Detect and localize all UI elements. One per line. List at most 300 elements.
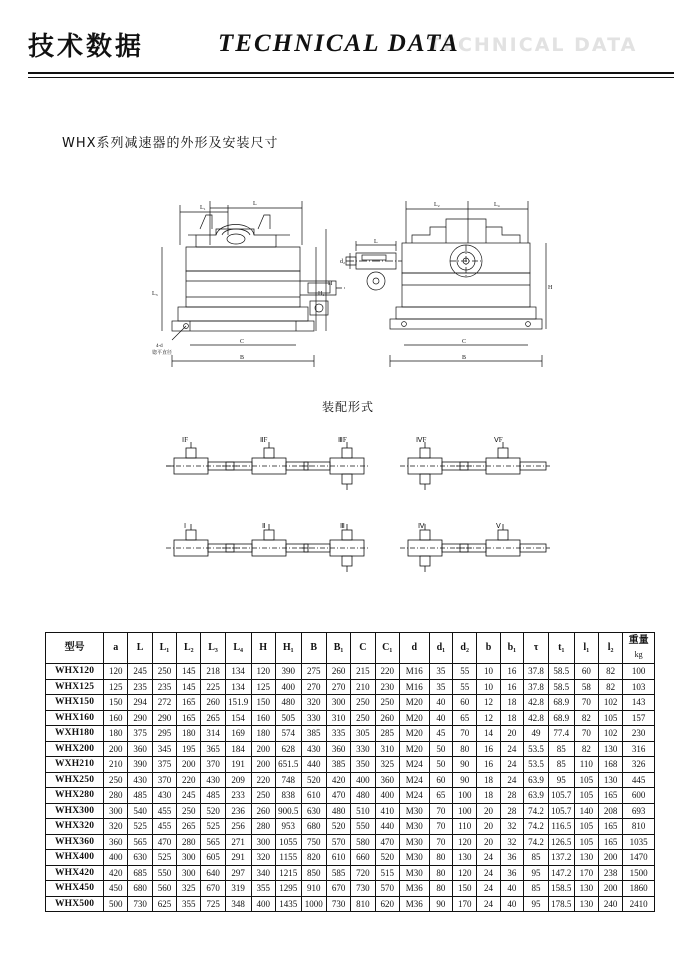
- table-cell: 220: [251, 772, 275, 788]
- table-cell: 430: [301, 741, 326, 757]
- table-cell: 16: [500, 664, 523, 680]
- table-cell: 70: [453, 726, 477, 742]
- table-cell: 200: [598, 881, 622, 897]
- table-cell: M30: [399, 803, 429, 819]
- table-cell: 355: [251, 881, 275, 897]
- table-cell: 90: [453, 757, 477, 773]
- table-cell: 105.7: [548, 788, 574, 804]
- table-cell: 375: [128, 726, 152, 742]
- table-cell: 1470: [623, 850, 655, 866]
- table-cell: 510: [351, 803, 375, 819]
- table-cell: 297: [225, 865, 251, 881]
- table-cell: 42.8: [524, 695, 549, 711]
- table-cell: 953: [275, 819, 301, 835]
- table-cell: 55: [453, 664, 477, 680]
- table-cell: 10: [477, 664, 500, 680]
- table-cell: 605: [201, 850, 225, 866]
- table-cell: 100: [453, 788, 477, 804]
- table-cell: M30: [399, 850, 429, 866]
- table-cell: 320: [251, 850, 275, 866]
- table-cell: M16: [399, 679, 429, 695]
- table-cell: 70: [429, 834, 452, 850]
- col-header-d2: d₂: [453, 633, 477, 664]
- table-cell: 250: [251, 788, 275, 804]
- table-cell: 455: [152, 803, 176, 819]
- table-cell: 20: [477, 803, 500, 819]
- table-cell: 24: [500, 757, 523, 773]
- table-cell: 670: [326, 881, 350, 897]
- svg-text:d₂: d₂: [340, 259, 346, 265]
- header-rule-thin: [28, 77, 674, 78]
- table-cell: 365: [201, 741, 225, 757]
- table-cell: 440: [375, 819, 399, 835]
- table-cell: 250: [177, 803, 201, 819]
- table-cell: 168: [598, 757, 622, 773]
- table-cell: 105: [598, 710, 622, 726]
- table-cell: 170: [453, 896, 477, 912]
- table-cell: 210: [351, 679, 375, 695]
- table-cell: 1860: [623, 881, 655, 897]
- col-header-bb: b: [477, 633, 500, 664]
- svg-text:L₁: L₁: [200, 205, 206, 211]
- table-cell: 200: [104, 741, 128, 757]
- cell-model: WXH210: [46, 757, 104, 773]
- table-cell: 18: [500, 710, 523, 726]
- table-cell: 110: [453, 819, 477, 835]
- table-cell: 82: [598, 679, 622, 695]
- table-cell: 1155: [275, 850, 301, 866]
- table-cell: 430: [128, 772, 152, 788]
- table-cell: 319: [225, 881, 251, 897]
- table-cell: 82: [598, 664, 622, 680]
- header-title-cn: 技术数据: [28, 32, 145, 62]
- table-cell: M30: [399, 819, 429, 835]
- table-cell: 50: [429, 741, 452, 757]
- table-cell: 130: [598, 772, 622, 788]
- table-cell: 295: [152, 726, 176, 742]
- table-row: [46, 803, 655, 819]
- svg-text:ⅠF: ⅠF: [182, 436, 188, 444]
- table-cell: 660: [351, 850, 375, 866]
- table-cell: 24: [477, 896, 500, 912]
- table-cell: 230: [623, 726, 655, 742]
- svg-text:Ⅰ: Ⅰ: [184, 522, 187, 530]
- svg-text:L₂: L₂: [434, 202, 440, 208]
- specification-table-wrapper: [45, 632, 655, 912]
- table-cell: 610: [301, 788, 326, 804]
- table-cell: 300: [177, 850, 201, 866]
- table-cell: 900.5: [275, 803, 301, 819]
- table-cell: 330: [351, 741, 375, 757]
- table-cell: 28: [500, 803, 523, 819]
- table-row: [46, 726, 655, 742]
- table-cell: 838: [275, 788, 301, 804]
- table-row: [46, 896, 655, 912]
- table-cell: 160: [104, 710, 128, 726]
- table-cell: 70: [574, 695, 598, 711]
- table-cell: 385: [326, 757, 350, 773]
- table-cell: 80: [429, 850, 452, 866]
- table-cell: 355: [177, 896, 201, 912]
- table-cell: 145: [177, 679, 201, 695]
- svg-text:Ⅲ: Ⅲ: [340, 522, 345, 530]
- table-cell: 630: [128, 850, 152, 866]
- table-cell: 345: [152, 741, 176, 757]
- table-cell: 360: [128, 741, 152, 757]
- cell-model: WHX300: [46, 803, 104, 819]
- col-header-bb1: b₁: [500, 633, 523, 664]
- table-cell: 2410: [623, 896, 655, 912]
- table-cell: 100: [623, 664, 655, 680]
- col-header-tau: τ: [524, 633, 549, 664]
- table-cell: 260: [251, 803, 275, 819]
- table-cell: 430: [152, 788, 176, 804]
- table-cell: 810: [351, 896, 375, 912]
- table-cell: 235: [128, 679, 152, 695]
- table-cell: 80: [429, 865, 452, 881]
- table-cell: 265: [177, 819, 201, 835]
- table-cell: 250: [152, 664, 176, 680]
- table-cell: 63.9: [524, 772, 549, 788]
- table-cell: 130: [453, 850, 477, 866]
- table-cell: 120: [251, 664, 275, 680]
- table-cell: 272: [152, 695, 176, 711]
- table-cell: 65: [453, 710, 477, 726]
- table-cell: 12: [477, 695, 500, 711]
- table-cell: 233: [225, 788, 251, 804]
- table-cell: 16: [500, 679, 523, 695]
- col-header-i2: l₂: [598, 633, 622, 664]
- table-cell: 85: [548, 741, 574, 757]
- cell-model: WHX500: [46, 896, 104, 912]
- svg-text:L: L: [253, 201, 257, 207]
- svg-text:H: H: [328, 281, 333, 287]
- table-cell: 218: [201, 664, 225, 680]
- table-cell: 18: [500, 695, 523, 711]
- table-cell: 58.5: [548, 679, 574, 695]
- table-cell: 350: [351, 757, 375, 773]
- table-cell: 49: [524, 726, 549, 742]
- table-cell: 420: [104, 865, 128, 881]
- table-head: [46, 633, 655, 664]
- col-header-t1: t₁: [548, 633, 574, 664]
- header-rule-thick: [28, 72, 674, 74]
- table-cell: 154: [225, 710, 251, 726]
- table-cell: 305: [351, 726, 375, 742]
- col-header-c1: C₁: [375, 633, 399, 664]
- table-cell: 250: [375, 695, 399, 711]
- table-cell: M36: [399, 896, 429, 912]
- table-cell: 610: [326, 850, 350, 866]
- table-cell: 245: [128, 664, 152, 680]
- table-cell: 360: [375, 772, 399, 788]
- table-cell: 18: [477, 772, 500, 788]
- table-cell: 370: [201, 757, 225, 773]
- table-cell: 348: [225, 896, 251, 912]
- table-cell: 910: [301, 881, 326, 897]
- table-cell: 300: [251, 834, 275, 850]
- table-cell: 125: [251, 679, 275, 695]
- table-cell: 300: [104, 803, 128, 819]
- table-cell: 625: [152, 896, 176, 912]
- table-cell: 80: [429, 881, 452, 897]
- table-cell: 335: [326, 726, 350, 742]
- table-cell: 24: [477, 865, 500, 881]
- cell-model: WHX420: [46, 865, 104, 881]
- svg-text:H₁: H₁: [318, 291, 325, 297]
- table-cell: 143: [623, 695, 655, 711]
- table-cell: 178.5: [548, 896, 574, 912]
- table-cell: 540: [128, 803, 152, 819]
- table-cell: 1435: [275, 896, 301, 912]
- table-row: [46, 679, 655, 695]
- table-cell: 245: [177, 788, 201, 804]
- table-cell: 40: [429, 710, 452, 726]
- table-cell: 585: [326, 865, 350, 881]
- table-cell: 105: [574, 772, 598, 788]
- svg-text:H: H: [548, 285, 553, 291]
- svg-text:4-d: 4-d: [156, 344, 163, 349]
- table-cell: 430: [201, 772, 225, 788]
- table-cell: 180: [177, 726, 201, 742]
- table-row: [46, 757, 655, 773]
- table-cell: 36: [500, 850, 523, 866]
- svg-text:L₄: L₄: [494, 202, 500, 208]
- table-cell: 165: [598, 819, 622, 835]
- table-cell: M20: [399, 710, 429, 726]
- table-cell: 265: [201, 710, 225, 726]
- shaft-arrangement-diagrams: [160, 432, 560, 587]
- table-cell: 90: [429, 896, 452, 912]
- table-cell: 325: [375, 757, 399, 773]
- table-cell: 102: [598, 695, 622, 711]
- table-cell: 100: [453, 803, 477, 819]
- col-header-h1: H₁: [275, 633, 301, 664]
- col-header-a: a: [104, 633, 128, 664]
- table-cell: 28: [500, 788, 523, 804]
- table-cell: 37.8: [524, 679, 549, 695]
- table-cell: 125: [104, 679, 128, 695]
- table-cell: 180: [251, 726, 275, 742]
- table-cell: 480: [351, 788, 375, 804]
- table-cell: 35: [429, 664, 452, 680]
- table-cell: 225: [201, 679, 225, 695]
- table-cell: 60: [429, 772, 452, 788]
- table-cell: 455: [152, 819, 176, 835]
- table-cell: 37.8: [524, 664, 549, 680]
- table-cell: 137.2: [548, 850, 574, 866]
- cell-model: WHX450: [46, 881, 104, 897]
- table-cell: M20: [399, 741, 429, 757]
- table-cell: 360: [104, 834, 128, 850]
- col-header-weight: [623, 633, 655, 664]
- table-cell: 130: [574, 850, 598, 866]
- table-cell: 105: [574, 834, 598, 850]
- table-cell: 158.5: [548, 881, 574, 897]
- svg-text:L: L: [374, 239, 378, 245]
- table-cell: 570: [375, 881, 399, 897]
- col-header-d1: d₁: [429, 633, 452, 664]
- table-cell: 565: [201, 834, 225, 850]
- table-cell: 250: [104, 772, 128, 788]
- table-cell: 485: [128, 788, 152, 804]
- table-cell: 550: [351, 819, 375, 835]
- table-cell: 238: [598, 865, 622, 881]
- table-cell: 36: [500, 865, 523, 881]
- table-cell: 145: [177, 664, 201, 680]
- table-cell: 320: [104, 819, 128, 835]
- table-cell: 670: [201, 881, 225, 897]
- table-cell: 50: [429, 757, 452, 773]
- table-cell: 215: [351, 664, 375, 680]
- table-cell: 32: [500, 819, 523, 835]
- table-cell: 693: [623, 803, 655, 819]
- table-cell: 220: [375, 664, 399, 680]
- table-cell: 1055: [275, 834, 301, 850]
- table-cell: 74.2: [524, 834, 549, 850]
- table-cell: 40: [429, 695, 452, 711]
- table-cell: 485: [201, 788, 225, 804]
- table-cell: 260: [201, 695, 225, 711]
- table-cell: 600: [623, 788, 655, 804]
- table-cell: 68.9: [548, 695, 574, 711]
- table-cell: 515: [375, 865, 399, 881]
- table-cell: 400: [104, 850, 128, 866]
- table-cell: 12: [477, 710, 500, 726]
- table-cell: 200: [251, 757, 275, 773]
- table-row: [46, 881, 655, 897]
- table-cell: 256: [225, 819, 251, 835]
- table-cell: 240: [598, 896, 622, 912]
- cell-model: WHX320: [46, 819, 104, 835]
- table-cell: 520: [326, 819, 350, 835]
- table-cell: 275: [301, 664, 326, 680]
- table-cell: 280: [177, 834, 201, 850]
- table-row: [46, 819, 655, 835]
- table-cell: 130: [574, 896, 598, 912]
- table-header-row: [46, 633, 655, 664]
- table-cell: 235: [152, 679, 176, 695]
- table-cell: 230: [375, 679, 399, 695]
- table-cell: 90: [453, 772, 477, 788]
- table-cell: 157: [623, 710, 655, 726]
- table-cell: 680: [301, 819, 326, 835]
- table-cell: M30: [399, 834, 429, 850]
- table-cell: 165: [177, 710, 201, 726]
- table-cell: 58: [574, 679, 598, 695]
- table-cell: 35: [429, 679, 452, 695]
- table-cell: 140: [574, 803, 598, 819]
- table-cell: 165: [598, 788, 622, 804]
- table-cell: 53.5: [524, 741, 549, 757]
- table-cell: 314: [201, 726, 225, 742]
- table-cell: 630: [301, 803, 326, 819]
- table-cell: M30: [399, 865, 429, 881]
- table-cell: 150: [453, 881, 477, 897]
- table-cell: 200: [177, 757, 201, 773]
- table-cell: 151.9: [225, 695, 251, 711]
- table-cell: 325: [177, 881, 201, 897]
- table-cell: 42.8: [524, 710, 549, 726]
- table-cell: 70: [574, 726, 598, 742]
- table-cell: 85: [548, 757, 574, 773]
- table-cell: 340: [251, 865, 275, 881]
- section-subtitle: WHX系列减速器的外形及安装尺寸: [62, 136, 279, 151]
- table-cell: 74.2: [524, 819, 549, 835]
- table-cell: 525: [152, 850, 176, 866]
- table-cell: 63.9: [524, 788, 549, 804]
- table-cell: 20: [500, 726, 523, 742]
- table-cell: 628: [275, 741, 301, 757]
- table-cell: 400: [375, 788, 399, 804]
- table-cell: 95: [524, 865, 549, 881]
- table-row: [46, 834, 655, 850]
- svg-text:Ⅱ: Ⅱ: [262, 522, 266, 530]
- cell-model: WHX150: [46, 695, 104, 711]
- table-cell: 169: [225, 726, 251, 742]
- table-cell: 40: [500, 896, 523, 912]
- table-cell: 120: [453, 865, 477, 881]
- table-cell: 420: [326, 772, 350, 788]
- table-cell: 70: [429, 819, 452, 835]
- table-cell: 18: [477, 788, 500, 804]
- table-cell: 120: [453, 834, 477, 850]
- cell-model: WHX200: [46, 741, 104, 757]
- table-cell: 160: [251, 710, 275, 726]
- table-cell: 1000: [301, 896, 326, 912]
- table-cell: 250: [351, 695, 375, 711]
- table-cell: 110: [574, 757, 598, 773]
- table-cell: 470: [152, 834, 176, 850]
- table-row: [46, 695, 655, 711]
- table-cell: 85: [524, 881, 549, 897]
- svg-text:ⅡF: ⅡF: [260, 436, 268, 444]
- table-cell: 220: [177, 772, 201, 788]
- table-cell: 20: [477, 819, 500, 835]
- table-cell: 285: [375, 726, 399, 742]
- table-cell: 520: [375, 850, 399, 866]
- table-cell: 560: [152, 881, 176, 897]
- page-header: [28, 26, 674, 78]
- table-cell: 260: [326, 664, 350, 680]
- table-cell: 150: [104, 695, 128, 711]
- table-cell: 580: [351, 834, 375, 850]
- table-cell: 32: [500, 834, 523, 850]
- gearbox-drawing: [150, 185, 570, 420]
- table-cell: 290: [128, 710, 152, 726]
- table-cell: 80: [453, 741, 477, 757]
- watermark-text: TECHNICAL DATA: [428, 34, 638, 56]
- table-cell: 290: [152, 710, 176, 726]
- table-cell: 65: [429, 788, 452, 804]
- table-cell: 82: [574, 710, 598, 726]
- col-header-l3: L₃: [201, 633, 225, 664]
- table-row: [46, 710, 655, 726]
- table-cell: 120: [104, 664, 128, 680]
- table-cell: 208: [598, 803, 622, 819]
- table-cell: 390: [275, 664, 301, 680]
- table-cell: 750: [301, 834, 326, 850]
- table-cell: 390: [128, 757, 152, 773]
- cell-model: WXH180: [46, 726, 104, 742]
- table-body: [46, 664, 655, 912]
- table-cell: M36: [399, 881, 429, 897]
- svg-text:Ⅳ: Ⅳ: [418, 522, 425, 530]
- table-cell: 445: [623, 772, 655, 788]
- svg-text:ⅤF: ⅤF: [494, 436, 503, 444]
- shaft-arrangement-svg: [160, 432, 560, 587]
- table-cell: 360: [326, 741, 350, 757]
